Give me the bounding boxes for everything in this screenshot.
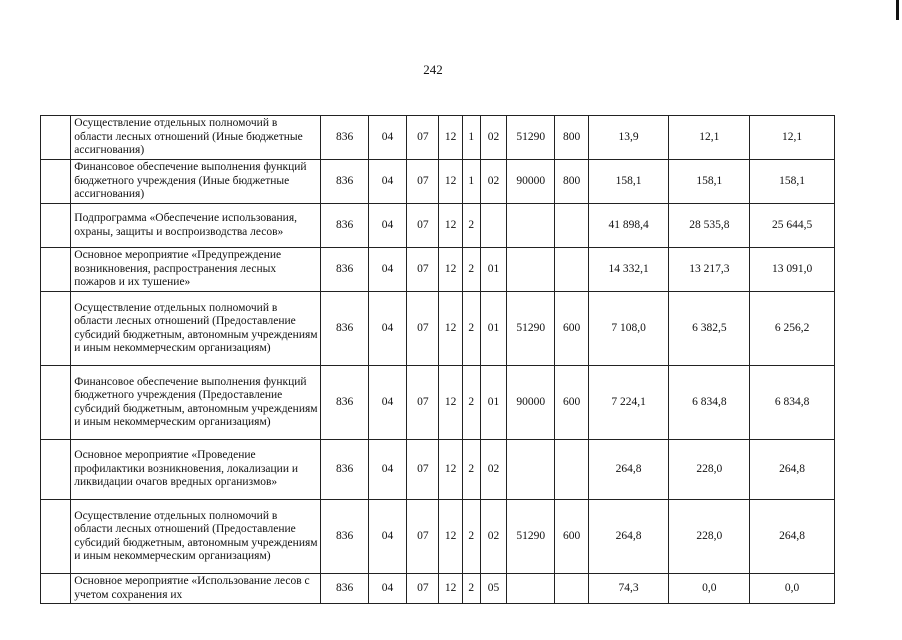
cell-c2: 04 [368,248,406,292]
row-margin-cell [41,116,71,160]
item-name-cell: Основное мероприятие «Проведение профилактики возникновения, локализации и ликвидации очагов вредных организмов» [71,440,321,500]
table-row [41,116,835,160]
cell-c8: 600 [555,500,588,574]
cell-v2: 0,0 [669,574,750,604]
row-margin-cell [41,292,71,366]
cell-c1: 836 [321,248,368,292]
cell-c2: 04 [368,500,406,574]
cell-c1: 836 [321,204,368,248]
cell-c3: 07 [407,204,439,248]
cell-c6: 02 [480,440,506,500]
cell-c8: 800 [555,160,588,204]
cell-c6: 01 [480,366,506,440]
cell-c4: 12 [439,160,462,204]
cell-v3: 6 256,2 [750,292,835,366]
row-margin-cell [41,500,71,574]
table-row [41,204,835,248]
cell-c3: 07 [407,500,439,574]
cell-v1: 14 332,1 [588,248,669,292]
cell-c6: 01 [480,292,506,366]
cell-v3: 25 644,5 [750,204,835,248]
cell-c8 [555,248,588,292]
row-margin-cell [41,440,71,500]
cell-c7: 90000 [507,366,555,440]
cell-c6: 01 [480,248,506,292]
cell-c7: 51290 [507,116,555,160]
cell-v2: 13 217,3 [669,248,750,292]
cell-v3: 264,8 [750,440,835,500]
item-name-cell: Финансовое обеспечение выполнения функций бюджетного учреждения (Предоставление субсидий бюджетным, автономным учреждениям и иным некоммерческим организациям) [71,366,321,440]
item-name-cell: Основное мероприятие «Предупреждение возникновения, распространения лесных пожаров и их тушение» [71,248,321,292]
budget-table [40,115,835,604]
cell-c3: 07 [407,440,439,500]
cell-c2: 04 [368,160,406,204]
cell-c2: 04 [368,116,406,160]
cell-c6 [480,204,506,248]
row-margin-cell [41,248,71,292]
cell-c3: 07 [407,574,439,604]
item-name-cell: Осуществление отдельных полномочий в области лесных отношений (Предоставление субсидий бюджетным, автономным учреждениям и иным некоммерческим организациям) [71,292,321,366]
cell-c4: 12 [439,116,462,160]
cell-c5: 2 [462,440,480,500]
cell-v2: 228,0 [669,500,750,574]
table-row [41,248,835,292]
cell-c6: 02 [480,160,506,204]
page-edge-mark [896,0,899,20]
cell-v2: 228,0 [669,440,750,500]
table-row [41,292,835,366]
cell-c1: 836 [321,116,368,160]
cell-v2: 6 834,8 [669,366,750,440]
cell-c8 [555,440,588,500]
table-row [41,574,835,604]
cell-c2: 04 [368,204,406,248]
cell-c5: 2 [462,574,480,604]
cell-c5: 1 [462,116,480,160]
cell-c6: 05 [480,574,506,604]
cell-c5: 2 [462,204,480,248]
cell-v1: 7 108,0 [588,292,669,366]
cell-c7 [507,440,555,500]
cell-c2: 04 [368,366,406,440]
cell-c2: 04 [368,574,406,604]
cell-c8: 600 [555,366,588,440]
cell-c7 [507,574,555,604]
cell-c1: 836 [321,500,368,574]
cell-c5: 2 [462,248,480,292]
cell-c1: 836 [321,366,368,440]
cell-v2: 6 382,5 [669,292,750,366]
cell-c5: 2 [462,500,480,574]
cell-v3: 6 834,8 [750,366,835,440]
cell-c1: 836 [321,440,368,500]
item-name-cell: Подпрограмма «Обеспечение использования, охраны, защиты и воспроизводства лесов» [71,204,321,248]
cell-c1: 836 [321,160,368,204]
cell-v2: 12,1 [669,116,750,160]
cell-c3: 07 [407,248,439,292]
cell-c7: 51290 [507,292,555,366]
cell-c6: 02 [480,116,506,160]
row-margin-cell [41,160,71,204]
cell-v3: 0,0 [750,574,835,604]
cell-c2: 04 [368,440,406,500]
item-name-cell: Осуществление отдельных полномочий в области лесных отношений (Иные бюджетные ассигнования) [71,116,321,160]
cell-c7 [507,248,555,292]
cell-c7: 90000 [507,160,555,204]
cell-c3: 07 [407,116,439,160]
item-name-cell: Финансовое обеспечение выполнения функций бюджетного учреждения (Иные бюджетные ассигнования) [71,160,321,204]
table-row [41,440,835,500]
cell-c8 [555,574,588,604]
table-row [41,160,835,204]
cell-c4: 12 [439,248,462,292]
cell-c8: 600 [555,292,588,366]
cell-v1: 7 224,1 [588,366,669,440]
cell-v2: 28 535,8 [669,204,750,248]
cell-c8: 800 [555,116,588,160]
cell-c6: 02 [480,500,506,574]
cell-v1: 13,9 [588,116,669,160]
cell-c3: 07 [407,160,439,204]
cell-v1: 74,3 [588,574,669,604]
cell-c8 [555,204,588,248]
cell-v1: 264,8 [588,440,669,500]
cell-c5: 2 [462,292,480,366]
cell-v3: 158,1 [750,160,835,204]
cell-v2: 158,1 [669,160,750,204]
row-margin-cell [41,366,71,440]
cell-c7: 51290 [507,500,555,574]
cell-v3: 13 091,0 [750,248,835,292]
item-name-cell: Основное мероприятие «Использование лесов с учетом сохранения их [71,574,321,604]
table-row [41,366,835,440]
cell-c4: 12 [439,574,462,604]
cell-c3: 07 [407,292,439,366]
cell-c3: 07 [407,366,439,440]
cell-c7 [507,204,555,248]
page-number: 242 [423,62,443,77]
cell-c4: 12 [439,500,462,574]
cell-c2: 04 [368,292,406,366]
cell-c4: 12 [439,440,462,500]
cell-v1: 264,8 [588,500,669,574]
cell-c4: 12 [439,366,462,440]
table-row [41,500,835,574]
item-name-cell: Осуществление отдельных полномочий в области лесных отношений (Предоставление субсидий бюджетным, автономным учреждениям и иным некоммерческим организациям) [71,500,321,574]
cell-c5: 1 [462,160,480,204]
row-margin-cell [41,574,71,604]
cell-c1: 836 [321,574,368,604]
cell-c4: 12 [439,292,462,366]
cell-c5: 2 [462,366,480,440]
cell-v1: 41 898,4 [588,204,669,248]
cell-v3: 12,1 [750,116,835,160]
row-margin-cell [41,204,71,248]
cell-v3: 264,8 [750,500,835,574]
cell-v1: 158,1 [588,160,669,204]
cell-c4: 12 [439,204,462,248]
cell-c1: 836 [321,292,368,366]
